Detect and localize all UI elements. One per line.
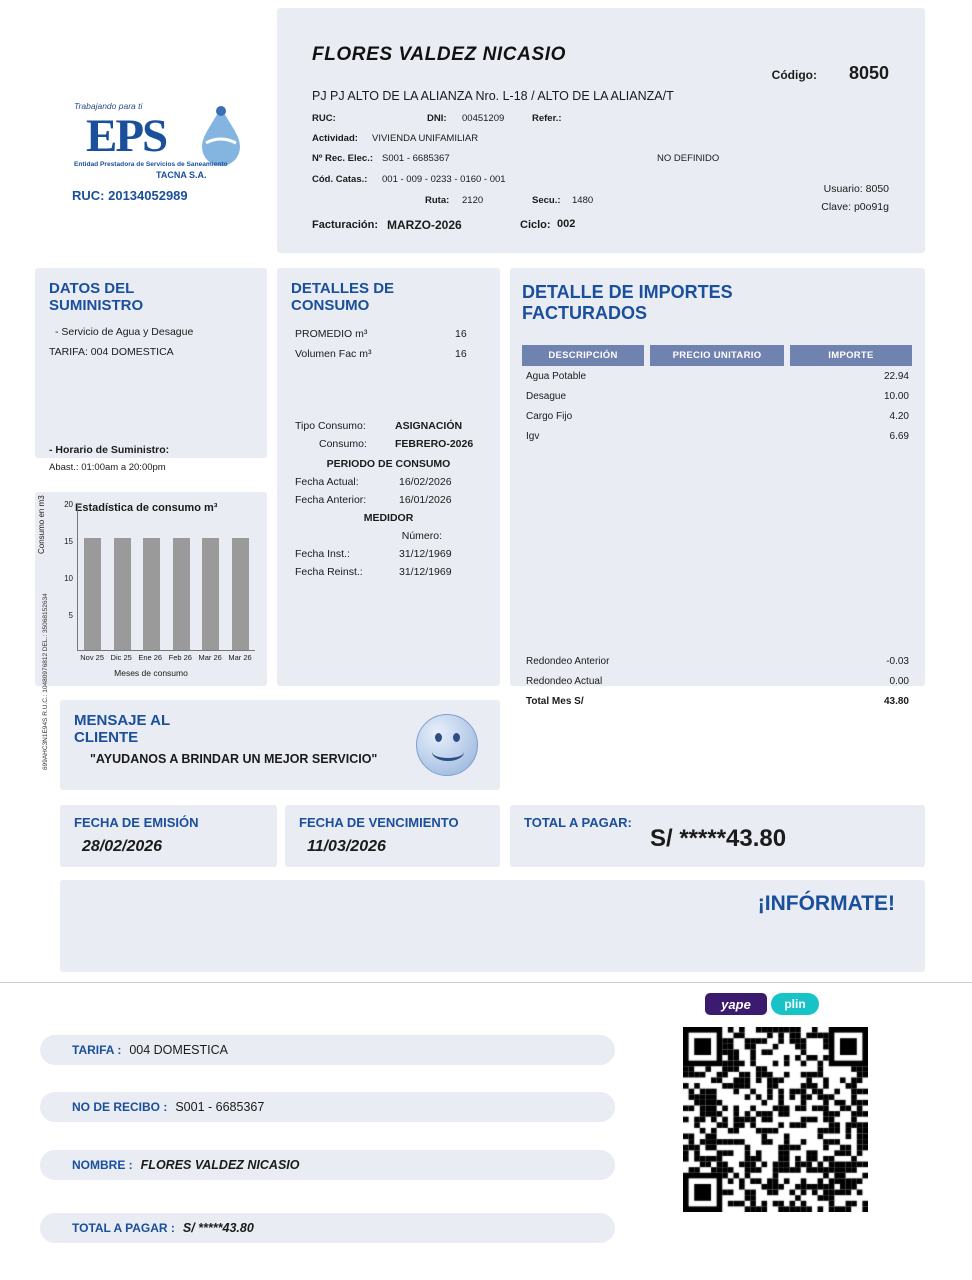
actividad-value: VIVIENDA UNIFAMILIAR — [372, 133, 479, 144]
ciclo-value: 002 — [557, 218, 576, 230]
mensaje-cliente-panel — [60, 700, 500, 790]
chart-bar — [173, 538, 190, 650]
fecha-anterior-label: Fecha Anterior: — [295, 494, 367, 506]
importe-value: 6.69 — [889, 431, 909, 442]
bottom-row-label: NOMBRE : — [72, 1158, 133, 1172]
redondeo-anterior-value: -0.03 — [886, 656, 909, 667]
logo-subtitle: Entidad Prestadora de Servicios de Saneamiento — [74, 161, 228, 168]
logo-ruc: RUC: 20134052989 — [72, 188, 188, 203]
mensaje-text: "AYUDANOS A BRINDAR UN MEJOR SERVICIO" — [90, 752, 378, 766]
chart-ylabel: Consumo en m3 — [37, 495, 46, 554]
codigo-label: Código: — [771, 68, 817, 82]
importe-value: 22.94 — [883, 371, 909, 382]
tarifa-text: TARIFA: 004 DOMESTICA — [49, 346, 174, 358]
fecha-vencimiento-label: FECHA DE VENCIMIENTO — [299, 815, 459, 830]
total-a-pagar-value: S/ *****43.80 — [650, 825, 787, 852]
ruta-value: 2120 — [462, 195, 484, 206]
ytick: 20 — [64, 500, 73, 509]
ruc-label: RUC: — [312, 113, 336, 124]
logo-tagline: Trabajando para ti — [74, 101, 143, 111]
bottom-row-value: S001 - 6685367 — [175, 1100, 265, 1114]
fecha-anterior-value: 16/01/2026 — [399, 494, 452, 506]
consumo-value: FEBRERO-2026 — [395, 438, 474, 450]
importe-desc: Cargo Fijo — [526, 411, 573, 422]
bottom-row-value: S/ *****43.80 — [182, 1221, 254, 1235]
chart-bar — [114, 538, 131, 650]
qr-code — [683, 1027, 868, 1212]
fecha-emision-label: FECHA DE EMISIÓN — [74, 815, 199, 830]
fecha-reinst-label: Fecha Reinst.: — [295, 566, 363, 578]
chart-bars — [77, 504, 255, 651]
total-a-pagar-panel — [510, 805, 925, 867]
fecha-vencimiento-value: 11/03/2026 — [307, 838, 386, 855]
bottom-summary-row — [40, 1213, 615, 1243]
bottom-summary-row — [40, 1092, 615, 1122]
horario-value: Abast.: 01:00am a 20:00pm — [49, 462, 166, 473]
periodo-consumo-title: PERIODO DE CONSUMO — [326, 458, 451, 470]
ciclo-label: Ciclo: — [520, 219, 551, 231]
chart-yticks — [53, 500, 73, 650]
tipo-consumo-label: Tipo Consumo: — [295, 420, 366, 432]
numero-label: Número: — [401, 530, 442, 542]
ytick: 10 — [64, 574, 73, 583]
customer-name: FLORES VALDEZ NICASIO — [312, 44, 566, 65]
importes-title: DETALLE DE IMPORTES FACTURADOS — [522, 282, 733, 323]
ytick: 5 — [68, 611, 73, 620]
servicio-text: - Servicio de Agua y Desague — [55, 326, 194, 338]
logo-city: TACNA S.A. — [156, 170, 207, 180]
horario-title: - Horario de Suministro: — [49, 444, 170, 456]
informate-panel — [60, 880, 925, 972]
datos-suministro-title: DATOS DEL SUMINISTRO — [49, 280, 144, 315]
fecha-vencimiento-panel — [285, 805, 500, 867]
usuario-row — [824, 183, 889, 195]
ytick: 15 — [64, 537, 73, 546]
eps-logo — [60, 95, 260, 230]
importe-value: 10.00 — [883, 391, 909, 402]
importe-value: 4.20 — [889, 411, 909, 422]
fecha-inst-value: 31/12/1969 — [399, 548, 452, 560]
chart-xlabel: Meses de consumo — [114, 668, 188, 678]
chart-xlabels — [77, 653, 255, 662]
bottom-summary-row — [40, 1035, 615, 1065]
col-importe: IMPORTE — [790, 345, 912, 366]
chart-xtick: Mar 26 — [198, 653, 222, 662]
fecha-emision-panel — [60, 805, 277, 867]
secu-label: Secu.: — [532, 195, 561, 206]
consumption-chart — [35, 492, 267, 686]
fecha-inst-label: Fecha Inst.: — [295, 548, 350, 560]
col-precio-unitario: PRECIO UNITARIO — [650, 345, 784, 366]
codigo-value: 8050 — [848, 63, 889, 83]
medidor-title: MEDIDOR — [363, 512, 414, 524]
cod-catas-label: Cód. Catas.: — [312, 174, 368, 185]
bottom-row-label: NO DE RECIBO : — [72, 1100, 168, 1114]
ruta-label: Ruta: — [425, 195, 450, 206]
detalles-consumo-panel — [277, 268, 500, 686]
facturacion-value: MARZO-2026 — [387, 218, 462, 232]
chart-xtick: Mar 26 — [228, 653, 252, 662]
informate-text: ¡INFÓRMATE! — [757, 892, 895, 915]
total-mes-value: 43.80 — [883, 696, 909, 707]
importes-table-header — [522, 345, 912, 366]
fecha-actual-value: 16/02/2026 — [399, 476, 452, 488]
actividad-label: Actividad: — [312, 133, 358, 144]
refer-label: Refer.: — [532, 113, 562, 124]
chart-xtick: Feb 26 — [168, 653, 192, 662]
total-a-pagar-label: TOTAL A PAGAR: — [524, 815, 632, 830]
datos-suministro-panel — [35, 268, 267, 473]
usuario-value: 8050 — [865, 183, 889, 195]
chart-xtick: Ene 26 — [138, 653, 163, 662]
redondeo-actual-value: 0.00 — [889, 676, 909, 687]
volumen-label: Volumen Fac m³ — [295, 348, 372, 360]
bottom-row-label: TARIFA : — [72, 1043, 122, 1057]
no-definido: NO DEFINIDO — [657, 153, 720, 164]
bottom-row-value: FLORES VALDEZ NICASIO — [140, 1158, 300, 1172]
clave-row — [821, 201, 889, 213]
cod-catas-value: 001 - 009 - 0233 - 0160 - 001 — [382, 174, 506, 185]
chart-bar — [84, 538, 101, 650]
mensaje-title: MENSAJE AL CLIENTE — [74, 712, 170, 747]
chart-bar — [143, 538, 160, 650]
page-divider — [0, 982, 972, 983]
fecha-reinst-value: 31/12/1969 — [399, 566, 452, 578]
rec-elec-value: S001 - 6685367 — [382, 153, 450, 164]
redondeo-actual-label: Redondeo Actual — [526, 676, 603, 687]
clave-value: p0o91g — [853, 201, 889, 213]
chart-xtick: Dic 25 — [110, 653, 132, 662]
rec-elec-label: Nº Rec. Elec.: — [312, 153, 374, 164]
bottom-summary-row — [40, 1150, 615, 1180]
col-descripcion: DESCRIPCIÓN — [522, 345, 644, 366]
chart-title: Estadística de consumo m³ — [75, 502, 218, 514]
bottom-row-label: TOTAL A PAGAR : — [72, 1221, 175, 1235]
consumo-label: Consumo: — [319, 438, 367, 450]
dni-label: DNI: — [427, 113, 447, 124]
plin-logo: plin — [771, 993, 819, 1015]
secu-value: 1480 — [572, 195, 594, 206]
fecha-actual-label: Fecha Actual: — [295, 476, 359, 488]
importe-desc: Desague — [526, 391, 567, 402]
volumen-value: 16 — [455, 348, 467, 360]
redondeo-anterior-label: Redondeo Anterior — [526, 656, 610, 667]
promedio-label: PROMEDIO m³ — [295, 328, 368, 340]
facturacion-label: Facturación: — [312, 219, 379, 231]
importe-desc: Igv — [526, 431, 540, 442]
logo-acronym: EPS — [86, 110, 167, 162]
chart-xtick: Nov 25 — [80, 653, 105, 662]
usuario-label: Usuario: — [823, 183, 863, 195]
importe-desc: Agua Potable — [526, 371, 587, 382]
promedio-value: 16 — [455, 328, 467, 340]
smiley-face-icon — [416, 714, 478, 776]
importes-panel — [510, 268, 925, 707]
chart-bar — [202, 538, 219, 650]
chart-bar — [232, 538, 249, 650]
tipo-consumo-value: ASIGNACIÓN — [395, 420, 463, 432]
dni-value: 00451209 — [462, 113, 505, 124]
bottom-row-value: 004 DOMESTICA — [129, 1043, 228, 1057]
total-mes-label: Total Mes S/ — [526, 696, 584, 707]
fecha-emision-value: 28/02/2026 — [82, 838, 163, 855]
customer-address: PJ PJ ALTO DE LA ALIANZA Nro. L-18 / ALTO DE LA ALIANZA/T — [312, 89, 674, 103]
detalles-consumo-title: DETALLES DE CONSUMO — [291, 280, 395, 315]
yape-logo: yape — [705, 993, 767, 1015]
clave-label: Clave: — [821, 201, 852, 213]
header-panel — [277, 8, 925, 253]
side-reference-code: 699AHC3N1E94S R.U.C.: 10480976812 DEL.: 35068152634 — [42, 593, 49, 770]
